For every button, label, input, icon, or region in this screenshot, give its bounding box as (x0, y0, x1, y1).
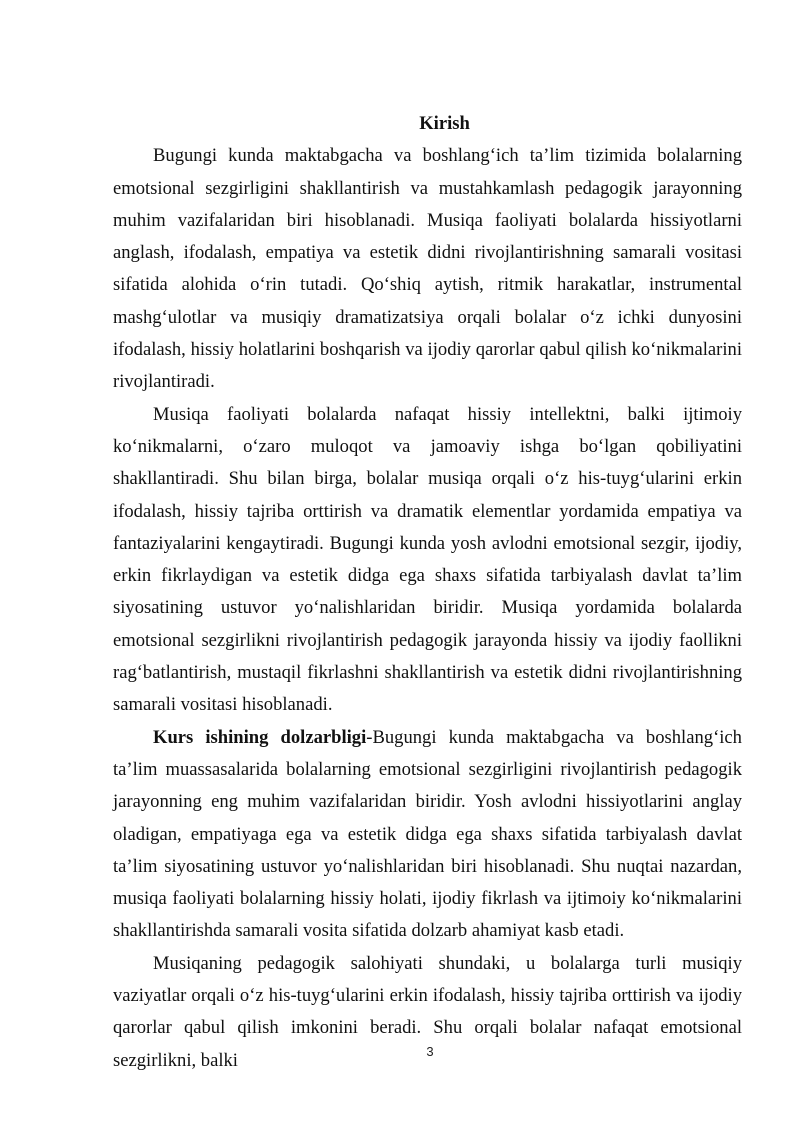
paragraph-text: Bugungi kunda maktabgacha va boshlang‘ich ta’lim tizimida bolalarning emotsional sezgirligini shakllantirish va mustahkamlash pedagogik jarayonning muhim vazifalaridan biri hisoblanadi. Musiqa faoliyati bolalarda hissiyotlarni anglash, ifodalash, empatiya va estetik didni rivojlantirishning samarali vositasi sifatida alohida o‘rin tutadi. Qo‘shiq aytish, ritmik harakatlar, instrumental mashg‘ulotlar va musiqiy dramatizatsiya orqali bolalar o‘z ichki dunyosini ifodalash, hissiy holatlarini boshqarish va ijodiy qarorlar qabul qilish ko‘nikmalarini rivojlantiradi. (113, 145, 742, 393)
paragraph-text: Musiqaning pedagogik salohiyati shundaki, u bolalarga turli musiqiy vaziyatlar orqali o‘z his-tuyg‘ularini erkin ifodalash, hissiy tajriba orttirish va ijodiy qarorlar qabul qilish imkonini beradi. Shu orqali bolalar nafaqat emotsional sezgirlikni, balki (113, 952, 742, 1071)
paragraph-2 (113, 399, 742, 722)
document-body (113, 108, 742, 1077)
section-title: Kirish (419, 113, 470, 134)
paragraph-text: Musiqa faoliyati bolalarda nafaqat hissiy intellektni, balki ijtimoiy ko‘nikmalarni, o‘zaro muloqot va jamoaviy ishga bo‘lgan qobiliyatini shakllantiradi. Shu bilan birga, bolalar musiqa orqali o‘z his-tuyg‘ularini erkin ifodalash, hissiy tajriba orttirish va dramatik elementlar yordamida empatiya va fantaziyalarini kengaytiradi. Bugungi kunda yosh avlodni emotsional sezgir, ijodiy, erkin fikrlaydigan va estetik didga ega shaxs sifatida tarbiyalash davlat ta’lim siyosatining ustuvor yo‘nalishlaridan biridir. Musiqa yordamida bolalarda emotsional sezgirlikni rivojlantirish pedagogik jarayonda hissiy va ijodiy faollikni rag‘batlantirish, mustaqil fikrlashni shakllantirish va estetik didni rivojlantirishning samarali vositasi hisoblanadi. (113, 403, 742, 716)
page-number: 3 (426, 1044, 434, 1059)
paragraph-text: -Bugungi kunda maktabgacha va boshlang‘ich ta’lim muassasalarida bolalarning emotsional sezgirligini rivojlantirish pedagogik jarayonning eng muhim vazifalaridan biridir. Yosh avlodni hissiyotlarini anglay oladigan, empatiyaga ega va estetik didga ega shaxs sifatida tarbiyalash davlat ta’lim siyosatining ustuvor yo‘nalishlaridan biri hisoblanadi. Shu nuqtai nazardan, musiqa faoliyati bolalarning hissiy holati, ijodiy fikrlash va ijtimoiy ko‘nikmalarini shakllantirishda samarali vosita sifatida dolzarb ahamiyat kasb etadi. (113, 726, 742, 942)
paragraph-lead: Kurs ishining dolzarbligi (153, 726, 367, 748)
paragraph-1 (113, 140, 742, 398)
paragraph-3 (113, 722, 742, 948)
